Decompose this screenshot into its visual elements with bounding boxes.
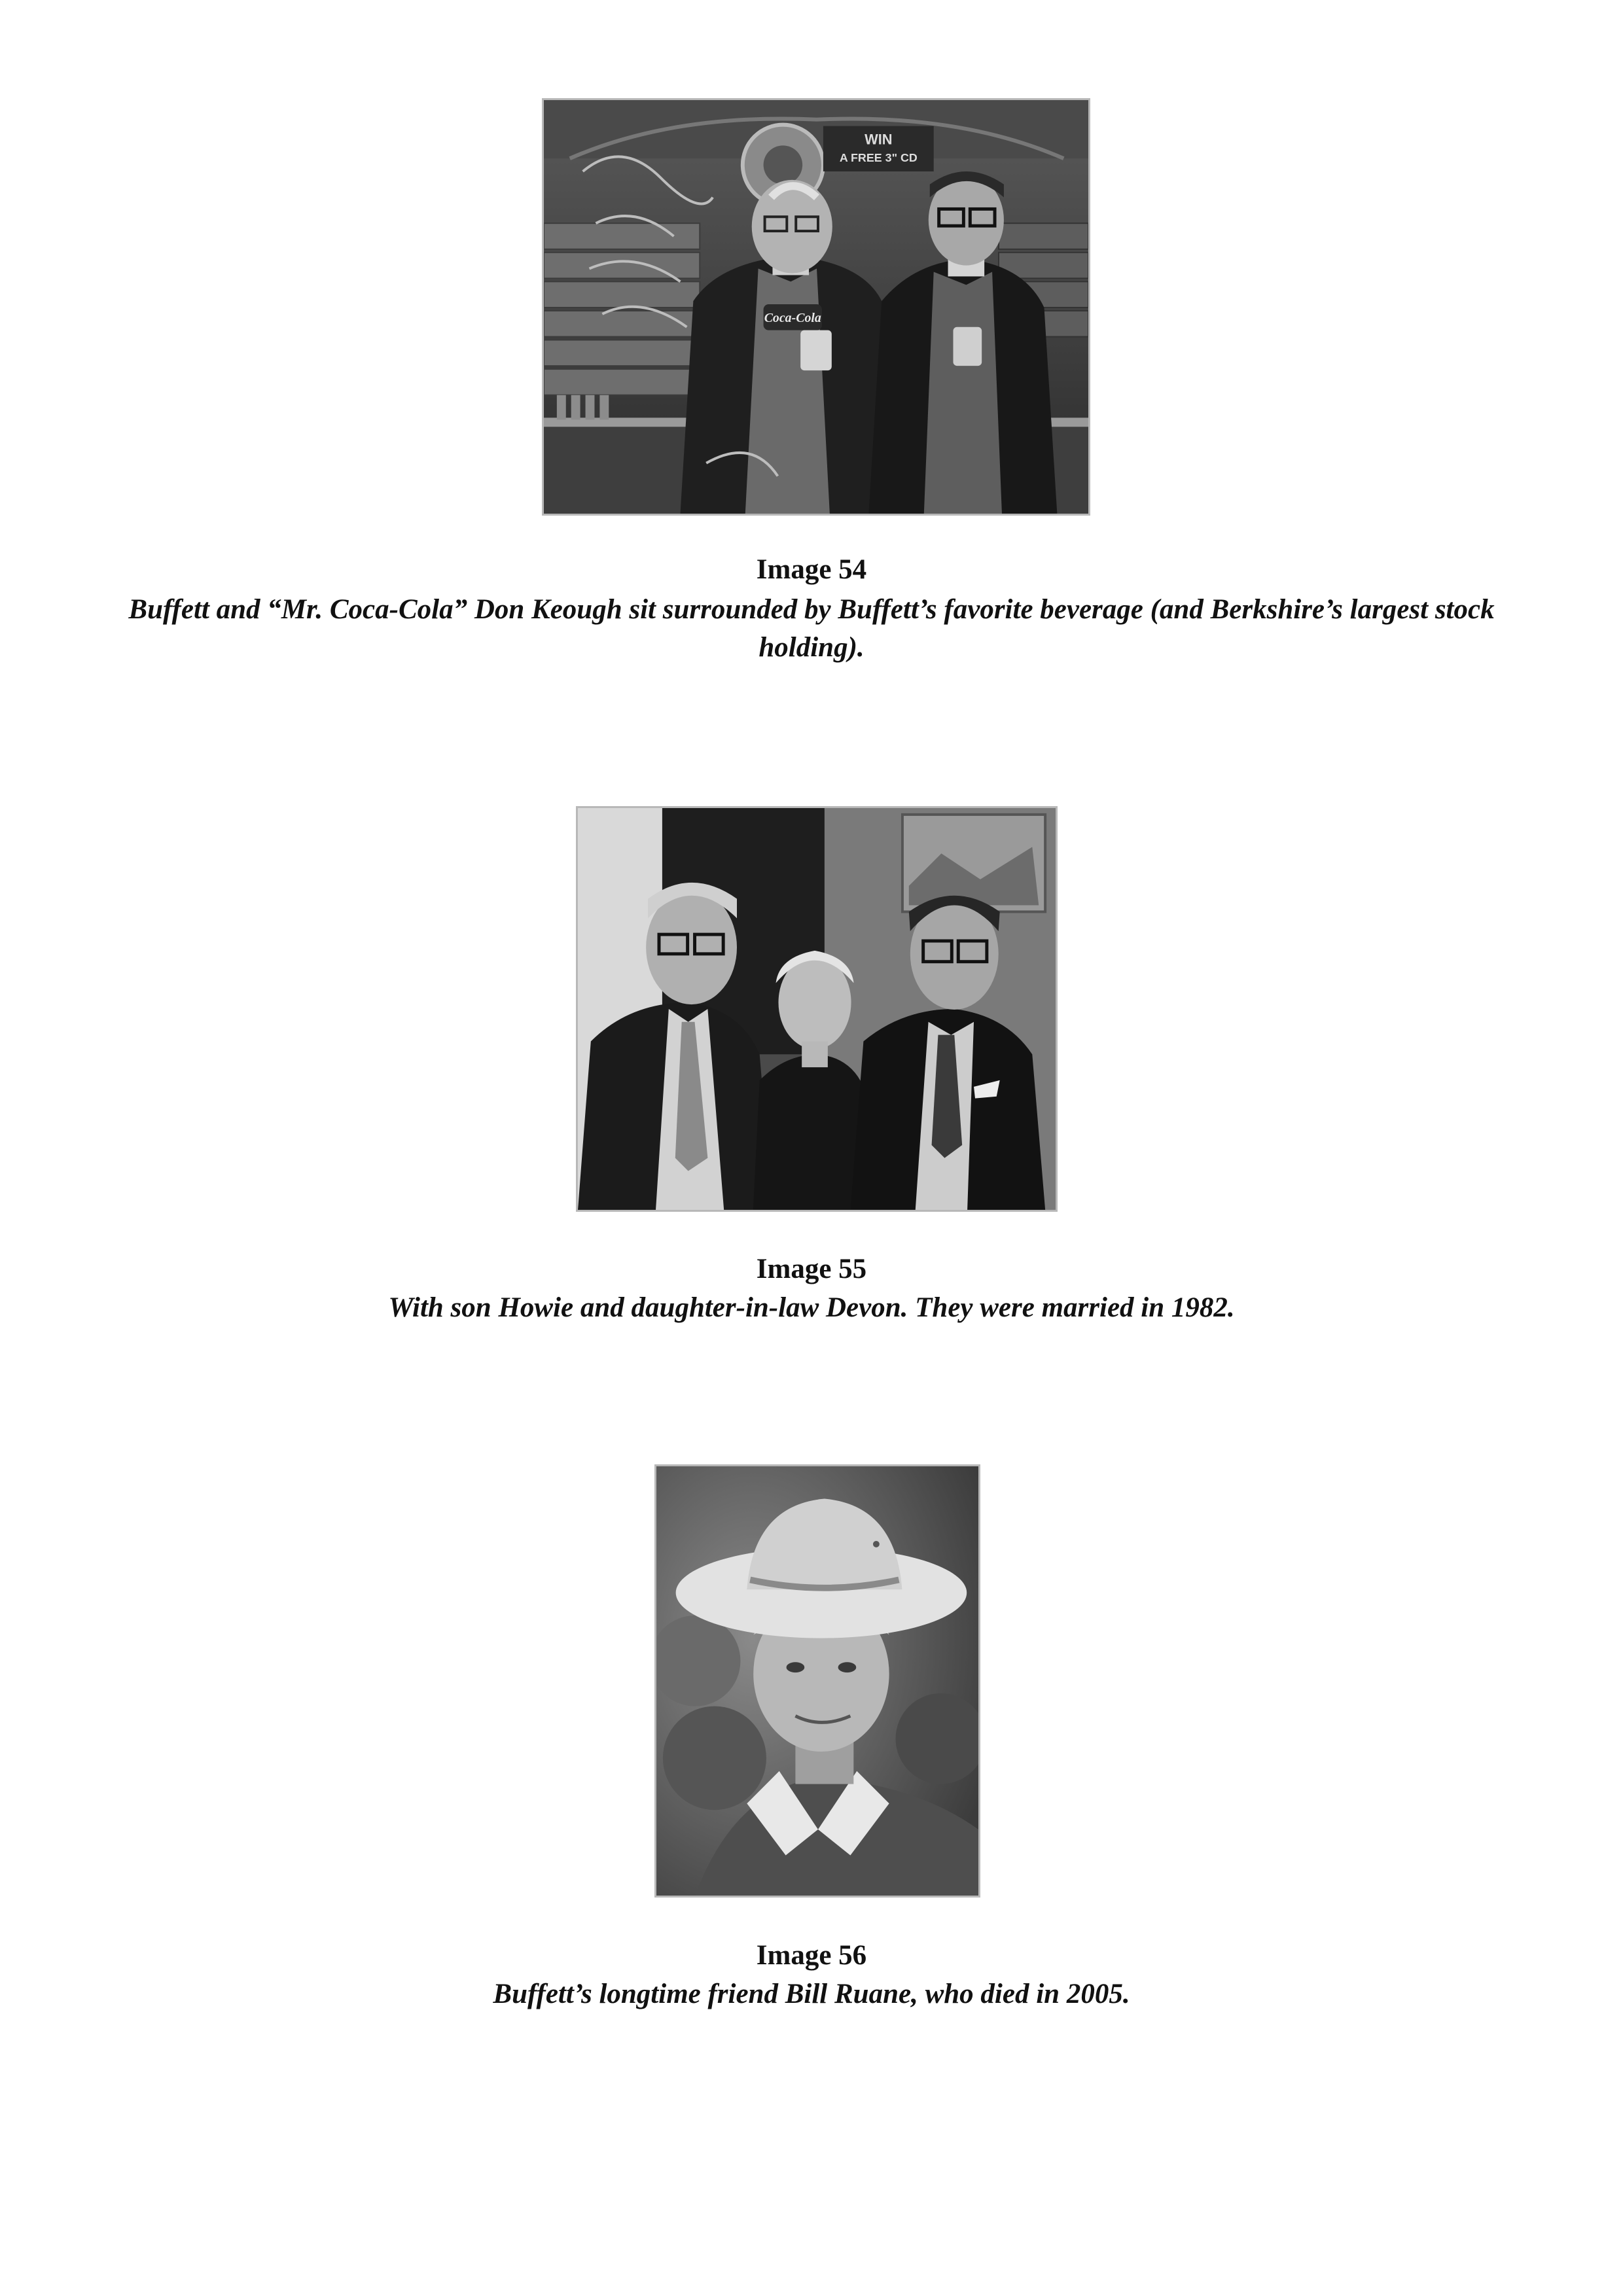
- apron-logo-text: Coca-Cola: [764, 310, 821, 325]
- photo-bill-ruane: [654, 1464, 980, 1898]
- sign-free-cd-text: A FREE 3" CD: [839, 151, 918, 165]
- figure-54-title: Image 54: [756, 554, 867, 585]
- photo-buffett-howie-devon: [576, 806, 1058, 1212]
- photo-54-image: [544, 100, 1088, 514]
- figure-56-title: Image 56: [756, 1940, 867, 1971]
- photo-56-image: [656, 1466, 978, 1896]
- sign-win-text: WIN: [865, 131, 893, 148]
- photo-55-image: [578, 808, 1056, 1210]
- figure-56-caption: Buffett’s longtime friend Bill Ruane, who died in 2005.: [493, 1979, 1130, 2009]
- figure-54-caption: Buffett and “Mr. Coca-Cola” Don Keough sit surrounded by Buffett’s favorite beverage (and Berkshire’s largest stock holding).: [128, 594, 1495, 663]
- figure-55-caption: With son Howie and daughter-in-law Devon. They were married in 1982.: [388, 1292, 1235, 1323]
- figure-55-title: Image 55: [756, 1254, 867, 1284]
- photo-buffett-keough-coca-cola: [542, 98, 1090, 516]
